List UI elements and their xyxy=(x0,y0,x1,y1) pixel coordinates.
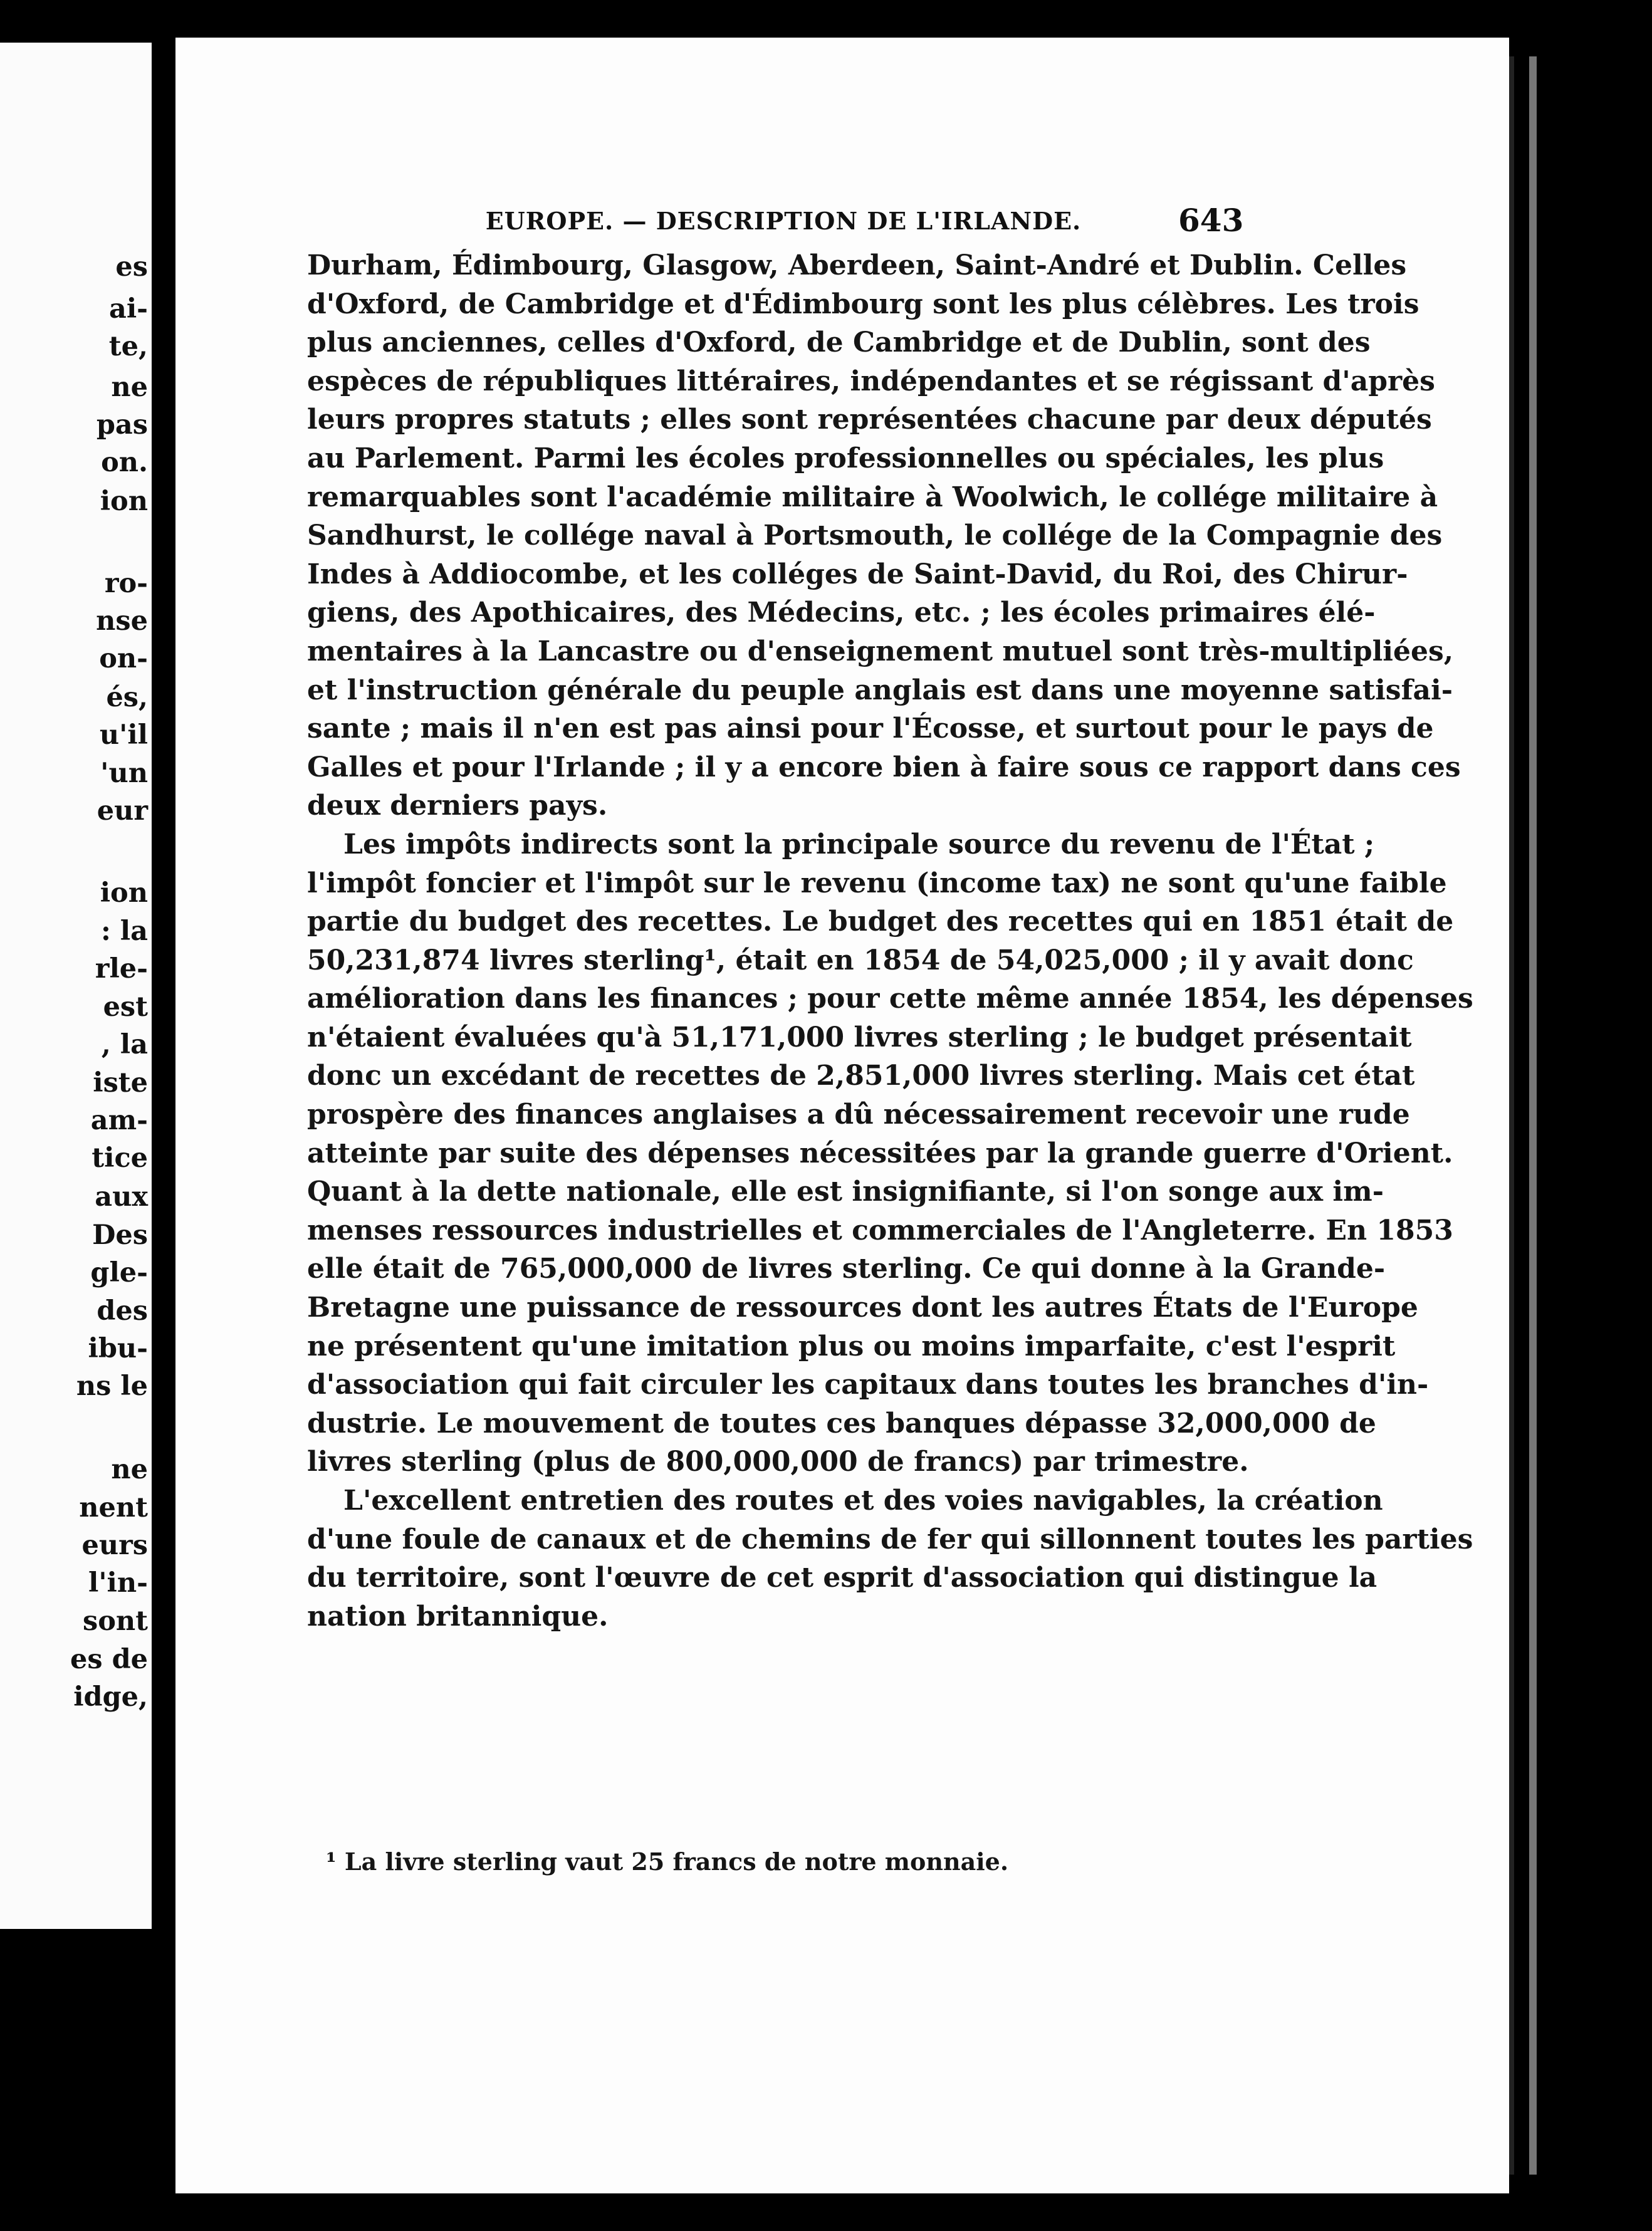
text-line: sante ; mais il n'en est pas ainsi pour l'Écosse, et surtout pour le pays de xyxy=(307,713,1434,745)
left-page-fragment: ne xyxy=(111,372,148,403)
left-page-fragment: nse xyxy=(96,605,148,637)
left-page-fragment: l'in- xyxy=(88,1567,148,1599)
text-line: Bretagne une puissance de ressources dont les autres États de l'Europe xyxy=(307,1292,1418,1324)
paragraph xyxy=(307,246,1461,825)
left-page-fragment: eur xyxy=(97,795,148,827)
page-edge-light xyxy=(1529,56,1537,2175)
text-line: Quant à la dette nationale, elle est insignifiante, si l'on songe aux im- xyxy=(307,1176,1384,1208)
text-line: deux derniers pays. xyxy=(307,790,608,822)
text-line: 50,231,874 livres sterling¹, était en 1854 de 54,025,000 ; il y avait donc xyxy=(307,944,1414,976)
left-page-fragment: ion xyxy=(100,877,148,909)
left-page-fragment: pas xyxy=(96,409,148,441)
text-line: mentaires à la Lancastre ou d'enseignement mutuel sont très-multipliées, xyxy=(307,635,1454,667)
text-line: ne présentent qu'une imitation plus ou moins imparfaite, c'est l'esprit xyxy=(307,1330,1396,1362)
left-page-fragment: aux xyxy=(95,1181,148,1213)
left-page-fragment: iste xyxy=(93,1067,148,1099)
left-page-fragment: es xyxy=(115,251,148,283)
left-page-fragment: est xyxy=(103,991,148,1023)
left-page-fragment: , la xyxy=(101,1029,148,1060)
text-line: d'une foule de canaux et de chemins de fer qui sillonnent toutes les parties xyxy=(307,1523,1473,1555)
left-page-fragment: rle- xyxy=(95,953,148,985)
text-line: nation britannique. xyxy=(307,1600,609,1633)
text-line: Sandhurst, le collége naval à Portsmouth, le collége de la Compagnie des xyxy=(307,520,1443,552)
left-page-fragment: u'il xyxy=(99,719,148,751)
text-line: remarquables sont l'académie militaire à Woolwich, le collége militaire à xyxy=(307,481,1438,513)
text-line: d'Oxford, de Cambridge et d'Édimbourg sont les plus célèbres. Les trois xyxy=(307,288,1419,320)
text-line: du territoire, sont l'œuvre de cet esprit d'association qui distingue la xyxy=(307,1562,1378,1594)
left-facing-page xyxy=(0,43,152,1929)
left-page-fragment: ns le xyxy=(76,1371,148,1402)
paragraph xyxy=(307,1481,1473,1636)
left-page-fragment: on. xyxy=(101,447,148,478)
text-line: prospère des finances anglaises a dû nécessairement recevoir une rude xyxy=(307,1099,1410,1131)
left-page-fragment: nent xyxy=(79,1492,148,1523)
left-page-fragment: te, xyxy=(108,331,148,362)
left-page-fragment: ion xyxy=(100,486,148,517)
running-header: EUROPE. — DESCRIPTION DE L'IRLANDE. xyxy=(485,207,1082,235)
left-page-fragment: es de xyxy=(70,1644,148,1675)
left-page-fragment: ro- xyxy=(104,568,148,599)
left-page-fragment: gle- xyxy=(90,1257,148,1288)
text-line: donc un excédant de recettes de 2,851,000 livres sterling. Mais cet état xyxy=(307,1060,1415,1092)
text-line: l'impôt foncier et l'impôt sur le revenu (income tax) ne sont qu'une faible xyxy=(307,867,1447,899)
left-page-fragment: és, xyxy=(106,682,148,713)
text-line: atteinte par suite des dépenses nécessitées par la grande guerre d'Orient. xyxy=(307,1137,1453,1169)
text-line: menses ressources industrielles et commerciales de l'Angleterre. En 1853 xyxy=(307,1214,1453,1246)
left-page-fragment: tice xyxy=(91,1142,148,1174)
text-line: dustrie. Le mouvement de toutes ces banques dépasse 32,000,000 de xyxy=(307,1407,1376,1439)
left-page-fragment: ne xyxy=(111,1454,148,1485)
left-page-fragment: sont xyxy=(82,1606,148,1637)
text-line: partie du budget des recettes. Le budget des recettes qui en 1851 était de xyxy=(307,906,1454,938)
text-line: leurs propres statuts ; elles sont représentées chacune par deux députés xyxy=(307,404,1432,436)
text-line: giens, des Apothicaires, des Médecins, etc. ; les écoles primaires élé- xyxy=(307,597,1376,629)
text-line: espèces de républiques littéraires, indépendantes et se régissant d'après xyxy=(307,365,1435,397)
text-line: Galles et pour l'Irlande ; il y a encore bien à faire sous ce rapport dans ces xyxy=(307,751,1461,783)
text-line: au Parlement. Parmi les écoles professionnelles ou spéciales, les plus xyxy=(307,442,1384,474)
left-page-fragment: ai- xyxy=(108,293,148,325)
text-line: livres sterling (plus de 800,000,000 de francs) par trimestre. xyxy=(307,1446,1249,1478)
footnote: ¹ La livre sterling vaut 25 francs de notre monnaie. xyxy=(326,1847,1009,1876)
left-page-fragment: idge, xyxy=(73,1681,148,1713)
text-line: et l'instruction générale du peuple anglais est dans une moyenne satisfai- xyxy=(307,674,1453,706)
text-line: Durham, Édimbourg, Glasgow, Aberdeen, Saint-André et Dublin. Celles xyxy=(307,249,1407,281)
text-line: n'étaient évaluées qu'à 51,171,000 livres sterling ; le budget présentait xyxy=(307,1021,1412,1053)
left-page-fragment: 'un xyxy=(100,758,148,789)
left-page-fragment: am- xyxy=(90,1105,148,1136)
text-line: L'excellent entretien des routes et des voies navigables, la création xyxy=(343,1485,1383,1517)
text-line: elle était de 765,000,000 de livres sterling. Ce qui donne à la Grande- xyxy=(307,1253,1386,1285)
left-page-fragment: des xyxy=(97,1295,148,1327)
left-page-fragment: ibu- xyxy=(88,1333,148,1364)
page-edge-dark xyxy=(1509,56,1514,2175)
text-line: Les impôts indirects sont la principale source du revenu de l'État ; xyxy=(343,828,1375,860)
text-line: Indes à Addiocombe, et les colléges de Saint-David, du Roi, des Chirur- xyxy=(307,558,1408,590)
left-page-fragment: Des xyxy=(92,1220,148,1251)
left-page-fragment: eurs xyxy=(81,1530,148,1561)
page-number: 643 xyxy=(1178,202,1244,239)
text-line: plus anciennes, celles d'Oxford, de Cambridge et de Dublin, sont des xyxy=(307,327,1371,359)
body-text xyxy=(307,246,1473,1636)
text-line: amélioration dans les finances ; pour cette même année 1854, les dépenses xyxy=(307,983,1473,1015)
left-page-fragment: : la xyxy=(100,916,148,947)
left-page-fragment: on- xyxy=(99,643,148,674)
paragraph xyxy=(307,825,1473,1481)
text-line: d'association qui fait circuler les capitaux dans toutes les branches d'in- xyxy=(307,1369,1429,1401)
